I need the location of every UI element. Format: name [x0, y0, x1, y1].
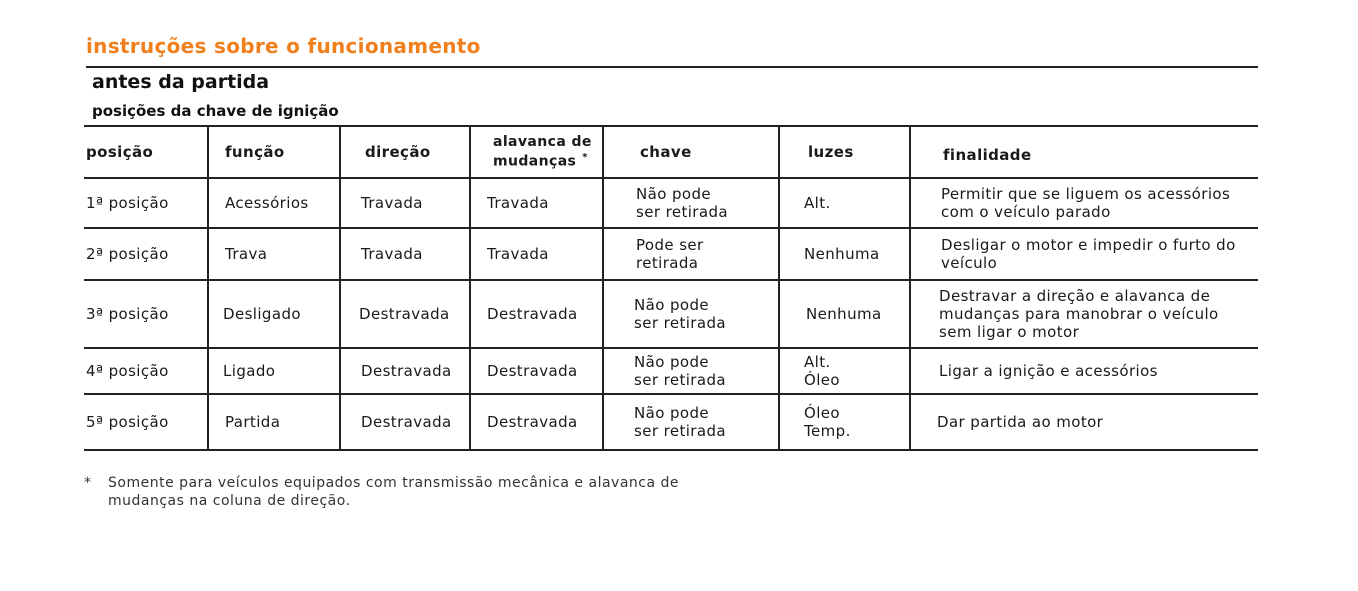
cell-finalidade: Ligar a ignição e acessórios — [910, 348, 1258, 394]
cell-funcao: Partida — [208, 394, 340, 450]
cell-finalidade: Permitir que se liguem os acessórios com o veículo parado — [910, 178, 1258, 228]
cell-chave: Não pode ser retirada — [603, 394, 779, 450]
cell-alavanca: Destravada — [470, 280, 603, 348]
cell-posicao: 2ª posição — [84, 228, 208, 280]
cell-posicao: 4ª posição — [84, 348, 208, 394]
table-row — [84, 348, 1258, 394]
cell-posicao: 1ª posição — [84, 178, 208, 228]
header-direcao: direção — [340, 126, 470, 178]
cell-alavanca: Destravada — [470, 348, 603, 394]
cell-chave: Pode ser retirada — [603, 228, 779, 280]
header-finalidade: finalidade — [910, 126, 1258, 178]
cell-direcao: Destravada — [340, 348, 470, 394]
table-row — [84, 228, 1258, 280]
table-row — [84, 280, 1258, 348]
table-row — [84, 394, 1258, 450]
cell-chave: Não pode ser retirada — [603, 280, 779, 348]
cell-chave: Não pode ser retirada — [603, 348, 779, 394]
header-alavanca-label: alavanca de mudanças — [493, 134, 592, 170]
cell-chave: Não pode ser retirada — [603, 178, 779, 228]
footnote-text: Somente para veículos equipados com transmissão mecânica e alavanca de mudanças na coluna de direção. — [108, 475, 680, 509]
cell-finalidade: Destravar a direção e alavanca de mudanças para manobrar o veículo sem ligar o motor — [910, 280, 1258, 348]
subsection-title: posições da chave de ignição — [92, 102, 339, 120]
cell-direcao: Destravada — [340, 280, 470, 348]
cell-funcao: Acessórios — [208, 178, 340, 228]
cell-alavanca: Travada — [470, 228, 603, 280]
header-alavanca — [470, 126, 603, 178]
section-title: antes da partida — [92, 71, 270, 93]
cell-funcao: Ligado — [208, 348, 340, 394]
cell-luzes: Nenhuma — [779, 228, 910, 280]
cell-direcao: Travada — [340, 228, 470, 280]
title-divider — [86, 66, 1258, 68]
cell-alavanca: Travada — [470, 178, 603, 228]
cell-finalidade: Desligar o motor e impedir o furto do veículo — [910, 228, 1258, 280]
header-funcao: função — [208, 126, 340, 178]
header-luzes: luzes — [779, 126, 910, 178]
cell-luzes: Óleo Temp. — [779, 394, 910, 450]
cell-funcao: Trava — [208, 228, 340, 280]
cell-posicao: 5ª posição — [84, 394, 208, 450]
table-row — [84, 178, 1258, 228]
header-posicao: posição — [84, 126, 208, 178]
header-chave: chave — [603, 126, 779, 178]
footnote-mark: * — [84, 475, 92, 491]
cell-finalidade: Dar partida ao motor — [910, 394, 1258, 450]
cell-posicao: 3ª posição — [84, 280, 208, 348]
footnote — [84, 474, 684, 510]
cell-luzes: Nenhuma — [779, 280, 910, 348]
ignition-positions-table — [84, 125, 1258, 451]
cell-direcao: Travada — [340, 178, 470, 228]
page-title: instruções sobre o funcionamento — [86, 34, 481, 58]
cell-funcao: Desligado — [208, 280, 340, 348]
footnote-marker: * — [582, 152, 588, 164]
table-header-row — [84, 126, 1258, 178]
cell-alavanca: Destravada — [470, 394, 603, 450]
cell-luzes: Alt. Óleo — [779, 348, 910, 394]
cell-luzes: Alt. — [779, 178, 910, 228]
cell-direcao: Destravada — [340, 394, 470, 450]
